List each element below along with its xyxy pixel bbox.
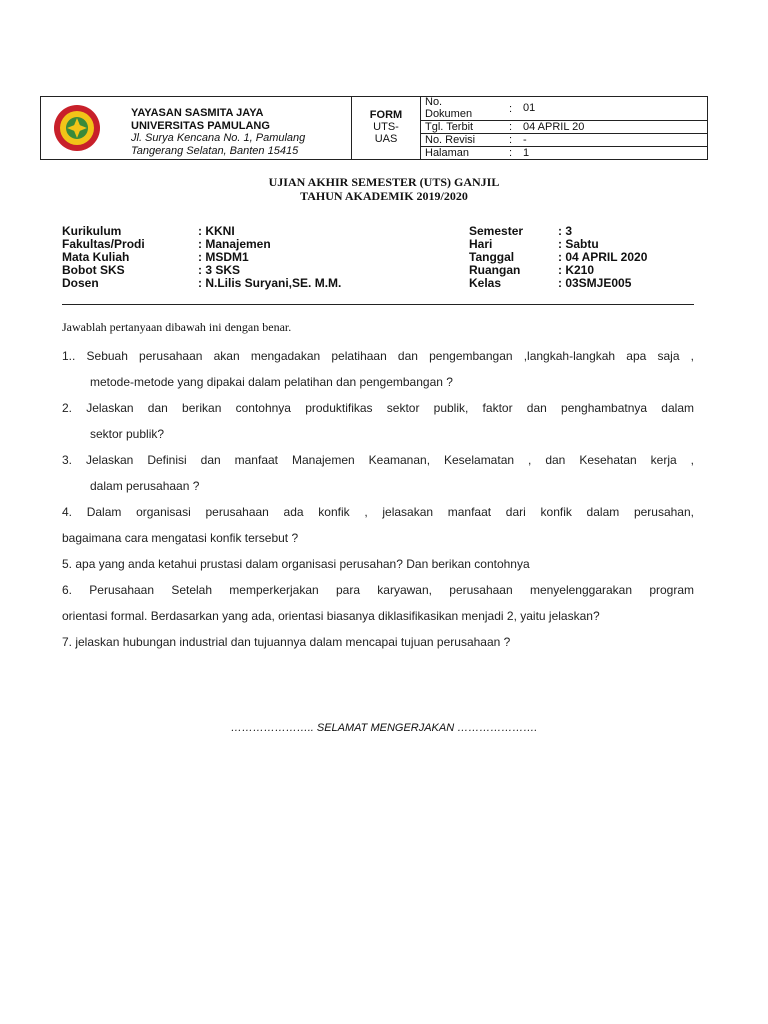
meta-label: Tgl. Terbit — [425, 121, 474, 133]
info-value: : Sabtu — [558, 237, 599, 251]
university-logo — [47, 103, 107, 153]
question-6-line-1: 6. Perusahaan Setelah memperkerjakan para karyawan, perusahaan menyelenggarakan program — [62, 583, 694, 597]
university-name: UNIVERSITAS PAMULANG — [131, 119, 270, 132]
info-label: Kurikulum — [62, 224, 122, 238]
meta-label: Dokumen — [425, 108, 473, 120]
question-3-line-1: 3. Jelaskan Definisi dan manfaat Manajemen Keamanan, Keselamatan , dan Kesehatan kerja , — [62, 453, 694, 467]
institution-cell — [41, 97, 352, 159]
question-1-line-1: 1.. Sebuah perusahaan akan mengadakan pelatihaan dan pengembangan ,langkah-langkah apa saja , — [62, 349, 694, 363]
question-1-line-2: metode-metode yang dipakai dalam pelatihan dan pengembangan ? — [90, 375, 453, 389]
meta-colon: : — [509, 147, 513, 159]
info-label: Mata Kuliah — [62, 250, 130, 264]
meta-value: - — [523, 134, 527, 146]
form-title: FORM — [369, 109, 403, 121]
document-header — [40, 96, 708, 160]
info-row — [469, 277, 699, 290]
info-label: Kelas — [469, 276, 502, 290]
info-label: Tanggal — [469, 250, 515, 264]
instructions: Jawablah pertanyaan dibawah ini dengan benar. — [62, 320, 292, 334]
course-info-left — [62, 225, 362, 290]
meta-value: 01 — [523, 102, 536, 114]
info-row — [62, 277, 362, 290]
info-label: Bobot SKS — [62, 263, 125, 277]
question-4-line-2: bagaimana cara mengatasi konfik tersebut ? — [62, 531, 299, 545]
info-label: Semester — [469, 224, 524, 238]
meta-value: 04 APRIL 20 — [523, 121, 585, 133]
foundation-name: YAYASAN SASMITA JAYA — [131, 107, 264, 119]
info-value: : N.Lilis Suryani,SE. M.M. — [198, 276, 342, 290]
info-value: : K210 — [558, 263, 595, 277]
info-value: : 3 — [558, 224, 573, 238]
address-line: Jl. Surya Kencana No. 1, Pamulang — [131, 132, 306, 144]
info-label: Fakultas/Prodi — [62, 237, 145, 251]
meta-colon: : — [509, 121, 513, 133]
question-2-line-1: 2. Jelaskan dan berikan contohnya produktifikas sektor publik, faktor dan penghambatnya dalam — [62, 401, 694, 415]
section-divider — [62, 304, 694, 305]
info-value: : MSDM1 — [198, 250, 249, 264]
info-label: Hari — [469, 237, 493, 251]
info-value: : 03SMJE005 — [558, 276, 632, 290]
question-2-line-2: sektor publik? — [90, 427, 165, 441]
meta-colon: : — [509, 103, 513, 115]
institution-text — [131, 107, 305, 157]
info-value: : Manajemen — [198, 237, 271, 251]
meta-label: No. Revisi — [425, 134, 476, 146]
info-value: : KKNI — [198, 224, 235, 238]
meta-colon: : — [509, 134, 513, 146]
closing-message: ………………….. SELAMAT MENGERJAKAN …………………. — [230, 722, 538, 734]
form-type-1: UTS- — [373, 121, 399, 133]
info-value: : 3 SKS — [198, 263, 241, 277]
meta-label: No. — [425, 96, 443, 108]
info-label: Dosen — [62, 276, 99, 290]
form-type-2: UAS — [374, 133, 398, 145]
meta-terbit — [421, 121, 708, 134]
question-list — [62, 343, 694, 655]
question-4-line-1: 4. Dalam organisasi perusahaan ada konfik , jelasakan manfaat dari konfik dalam perusahan, — [62, 505, 694, 519]
meta-label: Halaman — [425, 147, 470, 159]
question-6-line-2: orientasi formal. Berdasarkan yang ada, orientasi biasanya diklasifikasikan menjadi 2, yaitu jelaskan? — [62, 609, 600, 623]
address-city: Tangerang Selatan, Banten 15415 — [131, 144, 299, 157]
question-5: 5. apa yang anda ketahui prustasi dalam organisasi perusahan? Dan berikan contohnya — [62, 557, 530, 571]
info-value: : 04 APRIL 2020 — [558, 250, 648, 264]
document-meta — [421, 97, 708, 159]
exam-title: UJIAN AKHIR SEMESTER (UTS) GANJIL — [268, 175, 500, 189]
info-label: Ruangan — [469, 263, 521, 277]
meta-revisi — [421, 134, 708, 147]
meta-halaman — [421, 147, 708, 159]
academic-year: TAHUN AKADEMIK 2019/2020 — [300, 189, 468, 203]
meta-doc-no — [421, 97, 708, 121]
form-cell — [352, 97, 421, 159]
meta-value: 1 — [523, 147, 530, 159]
course-info-right — [469, 225, 699, 290]
question-7: 7. jelaskan hubungan industrial dan tujuannya dalam mencapai tujuan perusahaan ? — [62, 635, 511, 649]
question-3-line-2: dalam perusahaan ? — [90, 479, 200, 493]
